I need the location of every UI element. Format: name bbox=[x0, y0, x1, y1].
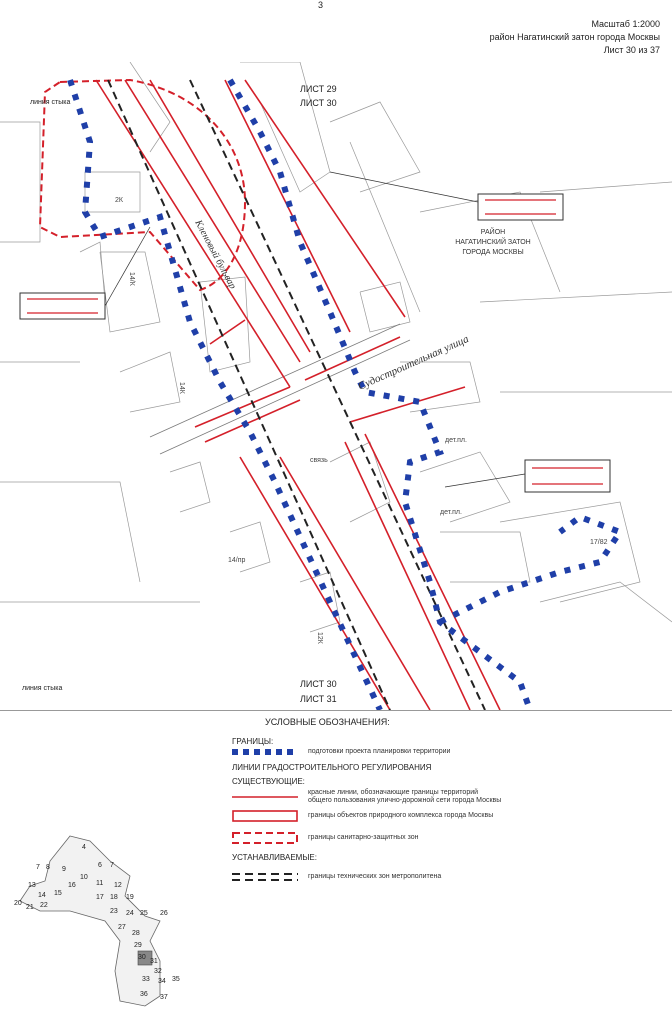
index-cell-29: 29 bbox=[134, 942, 142, 949]
svg-text:2К: 2К bbox=[115, 197, 123, 204]
index-cell-14: 14 bbox=[38, 892, 46, 899]
index-cell-8: 8 bbox=[46, 864, 50, 871]
legend-red-lines-1: красные линии, обозначающие границы территорий bbox=[308, 789, 479, 796]
legend-lines-head: ЛИНИИ ГРАДОСТРОИТЕЛЬНОГО РЕГУЛИРОВАНИЯ bbox=[232, 763, 432, 772]
legend-natural-complex: границы объектов природного комплекса города Москвы bbox=[308, 812, 494, 819]
building-labels bbox=[115, 197, 608, 645]
index-cell-10: 10 bbox=[80, 874, 88, 881]
legend bbox=[0, 710, 672, 1010]
legend-metro-icon bbox=[232, 872, 298, 882]
sheet-30-bottom: ЛИСТ 30 bbox=[300, 679, 337, 689]
index-cell-36: 36 bbox=[140, 991, 148, 998]
index-cell-7: 7 bbox=[36, 864, 40, 871]
index-cell-13: 13 bbox=[28, 882, 36, 889]
legend-borders-item: подготовки проекта планировки территории bbox=[308, 748, 451, 755]
index-cell-32: 32 bbox=[154, 968, 162, 975]
metro-zone bbox=[108, 80, 485, 710]
index-cell-31: 31 bbox=[150, 958, 158, 965]
index-cell-19: 19 bbox=[126, 894, 134, 901]
legend-borders-head: ГРАНИЦЫ: bbox=[232, 737, 274, 746]
legend-red-lines-2: общего пользования улично-дорожной сети города Москвы bbox=[308, 797, 502, 804]
planning-boundary bbox=[70, 80, 620, 710]
junction-line-top: линия стыка bbox=[30, 99, 71, 106]
index-cell-27: 27 bbox=[118, 924, 126, 931]
street-label: Судостроительная улица bbox=[356, 333, 471, 393]
index-cell-18: 18 bbox=[110, 894, 118, 901]
index-cell-34: 34 bbox=[158, 978, 166, 985]
sheet-header bbox=[490, 18, 660, 57]
sheet-index-map bbox=[10, 831, 200, 1009]
index-cell-28: 28 bbox=[132, 930, 140, 937]
sheet-30-label: ЛИСТ 30 bbox=[300, 98, 337, 108]
page-number: 3 bbox=[318, 0, 324, 10]
index-cell-20: 20 bbox=[14, 900, 22, 907]
junction-line-bottom: линия стыка bbox=[22, 685, 63, 692]
svg-text:14/пр: 14/пр bbox=[228, 557, 246, 564]
index-cell-37: 37 bbox=[160, 994, 168, 1001]
svg-text:ГОРОДА МОСКВЫ: ГОРОДА МОСКВЫ bbox=[462, 249, 524, 256]
index-cell-11: 11 bbox=[96, 880, 104, 887]
planning-map[interactable] bbox=[0, 62, 672, 710]
index-cell-24: 24 bbox=[126, 910, 134, 917]
legend-sanitary-icon bbox=[232, 832, 298, 844]
svg-text:дет.пл.: дет.пл. bbox=[440, 509, 462, 516]
index-cell-21: 21 bbox=[26, 904, 34, 911]
sheet-label: Лист 30 из 37 bbox=[603, 45, 660, 55]
sheet-29-label: ЛИСТ 29 bbox=[300, 84, 337, 94]
legend-established-head: УСТАНАВЛИВАЕМЫЕ: bbox=[232, 853, 317, 862]
svg-text:дет.пл.: дет.пл. bbox=[445, 437, 467, 444]
index-cell-7: 7 bbox=[110, 862, 114, 869]
scale-label: Масштаб 1:2000 bbox=[591, 19, 660, 29]
red-lines bbox=[30, 80, 500, 710]
index-cell-33: 33 bbox=[142, 976, 150, 983]
index-cell-30: 30 bbox=[138, 954, 146, 961]
legend-metro: границы технических зон метрополитена bbox=[308, 873, 442, 880]
legend-sanitary: границы санитарно-защитных зон bbox=[308, 834, 419, 841]
background-blocks bbox=[0, 62, 672, 632]
legend-blue-dots-icon bbox=[232, 748, 298, 756]
index-cell-12: 12 bbox=[114, 882, 122, 889]
index-cell-9: 9 bbox=[62, 866, 66, 873]
svg-text:РАЙОН: РАЙОН bbox=[480, 229, 506, 236]
svg-text:14/К: 14/К bbox=[128, 272, 135, 286]
svg-text:17/82: 17/82 bbox=[590, 539, 608, 546]
index-cell-17: 17 bbox=[96, 894, 104, 901]
street-crossing bbox=[150, 324, 410, 454]
svg-text:НАГАТИНСКИЙ ЗАТОН: НАГАТИНСКИЙ ЗАТОН bbox=[455, 239, 531, 246]
index-cell-16: 16 bbox=[68, 882, 76, 889]
index-cell-26: 26 bbox=[160, 910, 168, 917]
district-label bbox=[455, 227, 530, 256]
sheet-31-bottom: ЛИСТ 31 bbox=[300, 694, 337, 704]
legend-natural-complex-icon bbox=[232, 810, 298, 822]
boulevard-label: Кленовый бульвар bbox=[192, 218, 238, 291]
legend-existing-head: СУЩЕСТВУЮЩИЕ: bbox=[232, 777, 305, 786]
index-cell-35: 35 bbox=[172, 976, 180, 983]
index-cell-25: 25 bbox=[140, 910, 148, 917]
svg-text:связь: связь bbox=[310, 457, 328, 464]
legend-title: УСЛОВНЫЕ ОБОЗНАЧЕНИЯ: bbox=[265, 717, 390, 727]
index-cell-22: 22 bbox=[40, 902, 48, 909]
svg-text:12К: 12К bbox=[316, 632, 323, 644]
district-label: район Нагатинский затон города Москвы bbox=[489, 32, 660, 42]
svg-text:14К: 14К bbox=[178, 382, 185, 394]
index-cell-6: 6 bbox=[98, 862, 102, 869]
index-cell-4: 4 bbox=[82, 844, 86, 851]
index-cell-23: 23 bbox=[110, 908, 118, 915]
legend-red-line-icon bbox=[232, 795, 298, 799]
index-cell-15: 15 bbox=[54, 890, 62, 897]
